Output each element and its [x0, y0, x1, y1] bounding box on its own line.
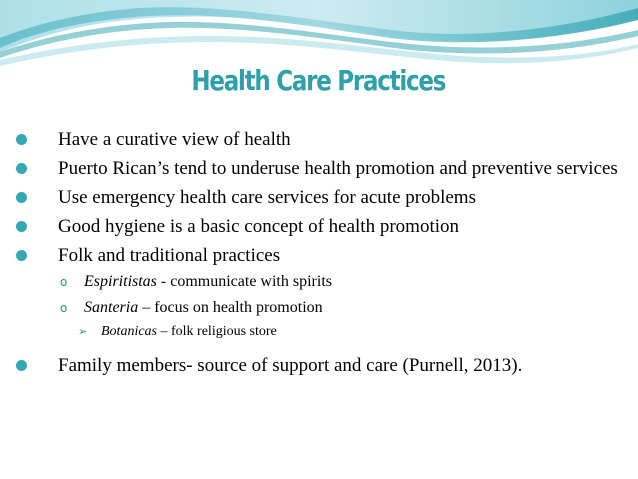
sub-sub-bullet-text: – folk religious store	[157, 324, 277, 339]
bullet-list	[16, 128, 626, 377]
bullet-dot-icon	[16, 134, 27, 145]
sub-bullet-text: – focus on health promotion	[138, 299, 323, 316]
bullet-text: Have a curative view of health	[58, 129, 291, 150]
sub-bullet-item	[16, 271, 626, 293]
sub-bullet-term: Santeria	[84, 299, 139, 316]
bullet-text: Puerto Rican’s tend to underuse health promotion and preventive services	[58, 158, 618, 179]
sub-sub-bullet-term: Botanicas	[101, 324, 157, 339]
bullet-item	[16, 244, 626, 267]
sub-bullet-item	[16, 297, 626, 319]
bullet-dot-icon	[16, 250, 27, 261]
bullet-item	[16, 157, 626, 180]
bullet-dot-icon	[16, 360, 27, 371]
sub-bullet-term: Espiritistas	[84, 273, 157, 290]
bullet-item	[16, 354, 626, 377]
circle-bullet-icon: o	[60, 301, 68, 315]
sub-sub-bullet-item	[16, 322, 626, 342]
bullet-item	[16, 128, 626, 151]
bullet-text: Family members- source of support and care (Purnell, 2013).	[58, 355, 523, 376]
bullet-text: Use emergency health care services for acute problems	[58, 187, 476, 208]
bullet-item	[16, 215, 626, 238]
bullet-text: Good hygiene is a basic concept of health promotion	[58, 216, 460, 237]
arrow-bullet-icon: ➢	[78, 325, 88, 338]
circle-bullet-icon: o	[60, 275, 68, 289]
bullet-dot-icon	[16, 163, 27, 174]
slide-title: Health Care Practices	[191, 64, 446, 97]
bullet-dot-icon	[16, 192, 27, 203]
sub-bullet-text: - communicate with spirits	[156, 273, 332, 290]
bullet-item	[16, 186, 626, 209]
bullet-text: Folk and traditional practices	[58, 245, 281, 266]
bullet-dot-icon	[16, 221, 27, 232]
